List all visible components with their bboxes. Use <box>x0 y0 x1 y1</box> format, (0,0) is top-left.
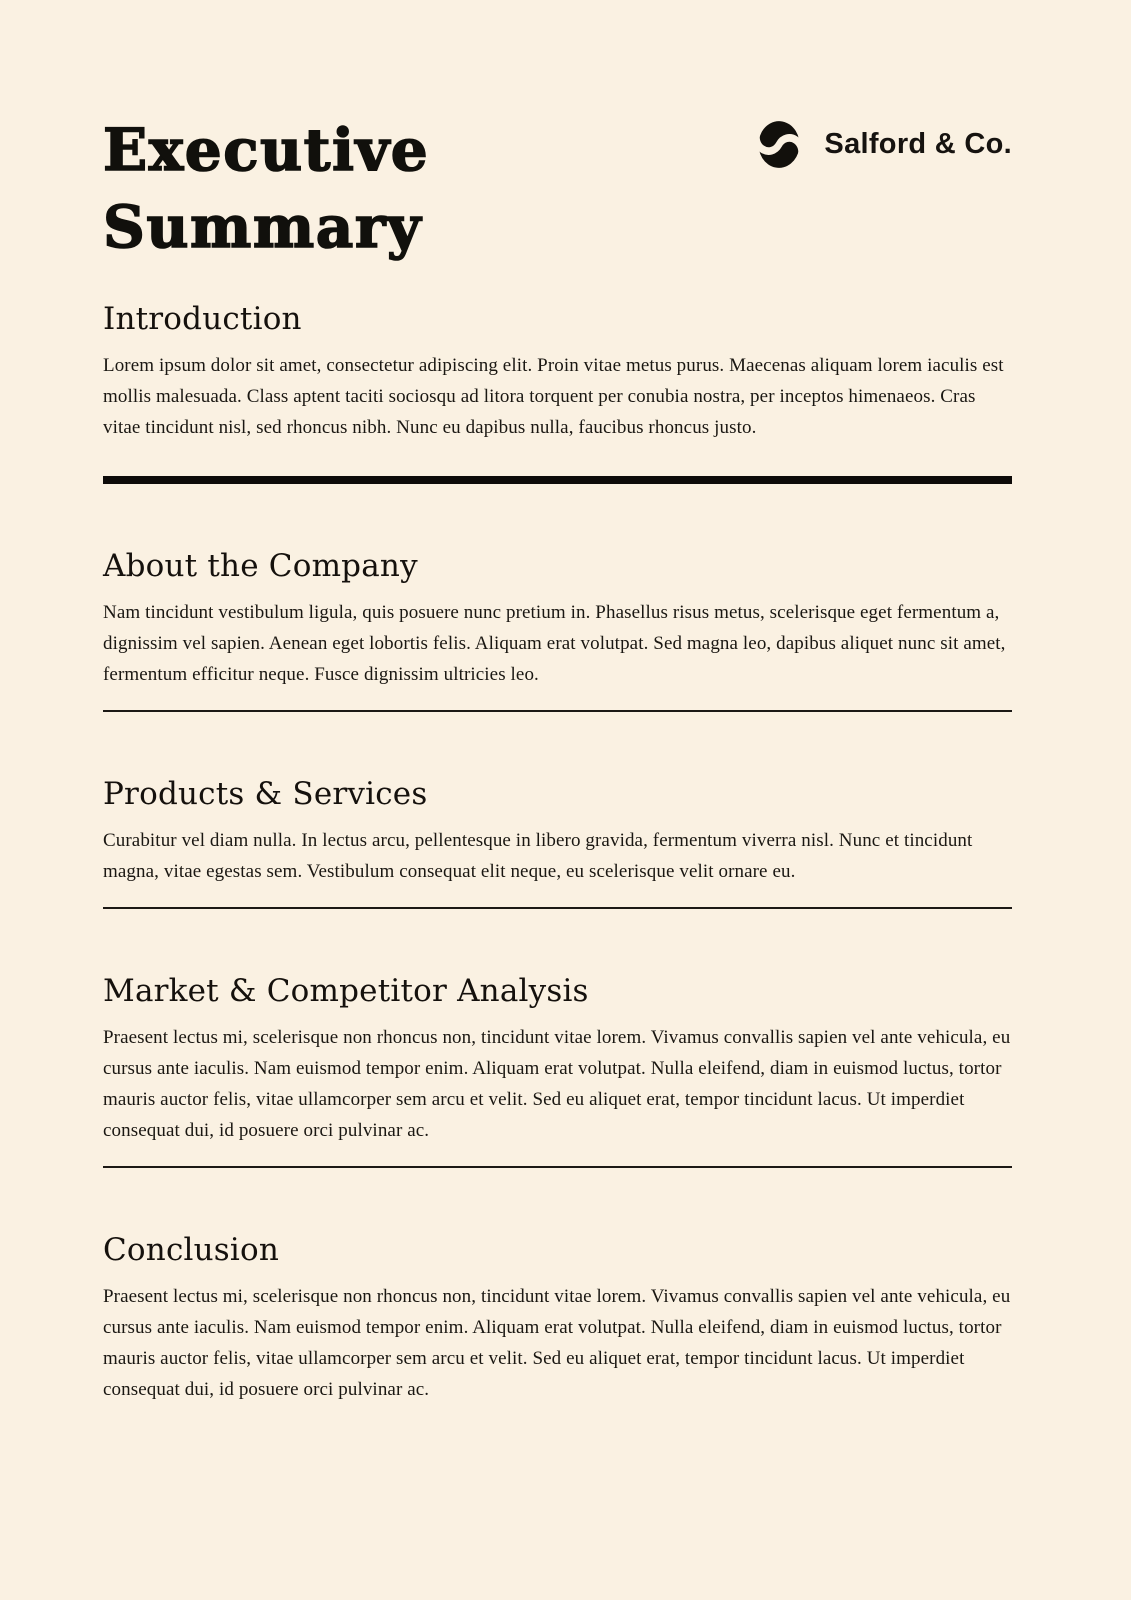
thin-divider <box>103 1166 1012 1168</box>
document-body <box>103 299 1012 1405</box>
section-about-the-company <box>103 546 1012 690</box>
section-heading: Conclusion <box>103 1232 280 1268</box>
section-heading: Products & Services <box>103 776 428 812</box>
thin-divider <box>103 710 1012 712</box>
section-market-competitor-analysis <box>103 971 1012 1146</box>
section-heading: About the Company <box>103 548 418 584</box>
thin-divider <box>103 907 1012 909</box>
section-body: Lorem ipsum dolor sit amet, consectetur adipiscing elit. Proin vitae metus purus. Maecenas aliquam lorem iaculis est mollis malesuada. Class aptent taciti sociosqu ad litora torquent per conubia nostra, per inceptos himenaeos. Cras vitae tincidunt nisl, sed rhoncus nibh. Nunc eu dapibus nulla, faucibus rhoncus justo. <box>103 355 1004 438</box>
brand <box>754 116 1012 173</box>
page-title <box>103 112 429 266</box>
section-products-services <box>103 774 1012 887</box>
section-body: Praesent lectus mi, scelerisque non rhoncus non, tincidunt vitae lorem. Vivamus convallis sapien vel ante vehicula, eu cursus ante iaculis. Nam euismod tempor enim. Aliquam erat volutpat. Nulla eleifend, diam in euismod luctus, tortor mauris auctor felis, vitae ullamcorper sem arcu et velit. Sed eu aliquet erat, tempor tincidunt lacus. Ut imperdiet consequat dui, id posuere orci pulvinar ac. <box>103 1286 1011 1400</box>
section-heading: Introduction <box>103 301 302 337</box>
s-monogram-icon <box>754 116 804 173</box>
section-body: Curabitur vel diam nulla. In lectus arcu, pellentesque in libero gravida, fermentum viverra nisl. Nunc et tincidunt magna, vitae egestas sem. Vestibulum consequat elit neque, eu scelerisque velit ornare eu. <box>103 830 973 882</box>
thick-divider <box>103 476 1012 484</box>
section-body: Nam tincidunt vestibulum ligula, quis posuere nunc pretium in. Phasellus risus metus, scelerisque eget fermentum a, dignissim vel sapien. Aenean eget lobortis felis. Aliquam erat volutpat. Sed magna leo, dapibus aliquet nunc sit amet, fermentum efficitur neque. Fusce dignissim ultricies leo. <box>103 602 1006 685</box>
section-conclusion <box>103 1230 1012 1405</box>
section-heading: Market & Competitor Analysis <box>103 973 589 1009</box>
section-introduction <box>103 299 1012 443</box>
title-line-1: Executive <box>103 116 430 184</box>
brand-name: Salford & Co. <box>824 128 1012 160</box>
section-body: Praesent lectus mi, scelerisque non rhoncus non, tincidunt vitae lorem. Vivamus convallis sapien vel ante vehicula, eu cursus ante iaculis. Nam euismod tempor enim. Aliquam erat volutpat. Nulla eleifend, diam in euismod luctus, tortor mauris auctor felis, vitae ullamcorper sem arcu et velit. Sed eu aliquet erat, tempor tincidunt lacus. Ut imperdiet consequat dui, id posuere orci pulvinar ac. <box>103 1027 1011 1141</box>
header <box>103 112 1012 266</box>
title-line-2: Summary <box>103 193 423 261</box>
